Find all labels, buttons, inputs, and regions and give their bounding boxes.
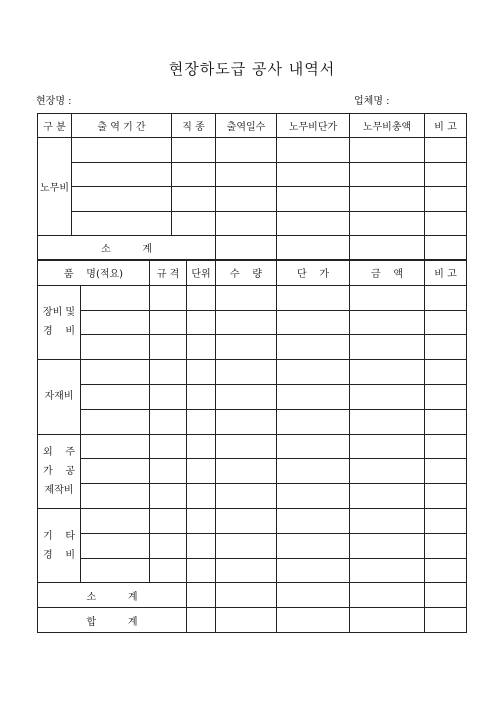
cost-group-label-line: 가 공 <box>42 465 76 477</box>
table-cell[interactable] <box>150 459 187 484</box>
table-cell[interactable] <box>350 533 425 558</box>
table-cell[interactable] <box>277 235 350 259</box>
table-cell[interactable] <box>350 583 425 608</box>
header-unit: 단위 <box>187 261 216 286</box>
table-cell[interactable] <box>425 360 467 385</box>
table-cell[interactable] <box>216 310 277 335</box>
table-cell[interactable] <box>150 508 187 533</box>
table-cell[interactable] <box>277 138 350 162</box>
table-cell[interactable] <box>277 409 350 434</box>
cost-group-label-line: 경 비 <box>42 549 76 561</box>
table-cell[interactable] <box>216 608 277 633</box>
table-cell[interactable] <box>277 434 350 459</box>
cost-group-label-line: 자재비 <box>44 391 74 403</box>
table-cell[interactable] <box>172 211 216 235</box>
table-cell[interactable] <box>350 360 425 385</box>
table-cell[interactable] <box>350 162 425 186</box>
table-cell[interactable] <box>150 285 187 310</box>
table-cell[interactable] <box>81 310 150 335</box>
table-cell[interactable] <box>150 409 187 434</box>
labor-header-row <box>38 114 467 138</box>
table-row <box>38 335 467 360</box>
table-cell[interactable] <box>277 459 350 484</box>
table-cell[interactable] <box>216 138 277 162</box>
table-cell[interactable] <box>277 335 350 360</box>
table-cell[interactable] <box>277 310 350 335</box>
cost-group-label-line: 경 비 <box>42 326 76 338</box>
table-cell[interactable] <box>425 608 467 633</box>
header-remarks: 비 고 <box>425 114 467 138</box>
table-cell[interactable] <box>187 508 216 533</box>
table-cell[interactable] <box>81 484 150 509</box>
labor-group-label: 노무비 <box>38 138 72 236</box>
document-title: 현장하도급 공사 내역서 <box>168 60 336 78</box>
table-cell[interactable] <box>277 608 350 633</box>
table-cell[interactable] <box>277 484 350 509</box>
table-cell[interactable] <box>172 138 216 162</box>
table-cell[interactable] <box>350 459 425 484</box>
table-cell[interactable] <box>81 360 150 385</box>
table-cell[interactable] <box>277 583 350 608</box>
table-cell[interactable] <box>216 162 277 186</box>
table-cell[interactable] <box>81 285 150 310</box>
cost-group-label <box>38 360 81 434</box>
table-cell[interactable] <box>425 335 467 360</box>
table-cell[interactable] <box>425 533 467 558</box>
table-cell[interactable] <box>425 459 467 484</box>
table-cell[interactable] <box>350 384 425 409</box>
table-cell[interactable] <box>216 459 277 484</box>
table-cell[interactable] <box>187 459 216 484</box>
table-cell[interactable] <box>72 162 172 186</box>
header-unit-price: 단 가 <box>277 261 350 286</box>
table-cell[interactable] <box>72 187 172 211</box>
table-cell[interactable] <box>425 484 467 509</box>
table-cell[interactable] <box>216 484 277 509</box>
table-row <box>38 558 467 583</box>
table-cell[interactable] <box>425 285 467 310</box>
header-item-name: 품 명(적요) <box>38 261 150 286</box>
table-cell[interactable] <box>350 558 425 583</box>
table-cell[interactable] <box>350 608 425 633</box>
table-row <box>38 162 467 186</box>
table-cell[interactable] <box>425 138 467 162</box>
cost-group-label <box>38 285 81 359</box>
table-cell[interactable] <box>350 409 425 434</box>
table-cell[interactable] <box>350 484 425 509</box>
table-cell[interactable] <box>81 533 150 558</box>
table-cell[interactable] <box>81 409 150 434</box>
table-cell[interactable] <box>187 484 216 509</box>
table-cell[interactable] <box>425 310 467 335</box>
table-cell[interactable] <box>150 335 187 360</box>
table-cell[interactable] <box>216 384 277 409</box>
table-row <box>38 409 467 434</box>
table-cell[interactable] <box>350 434 425 459</box>
table-cell[interactable] <box>277 211 350 235</box>
table-cell[interactable] <box>425 211 467 235</box>
cost-group-label-line: 기 타 <box>42 530 76 542</box>
table-cell[interactable] <box>425 434 467 459</box>
table-cell[interactable] <box>216 533 277 558</box>
table-cell[interactable] <box>425 409 467 434</box>
table-cell[interactable] <box>72 138 172 162</box>
table-cell[interactable] <box>150 558 187 583</box>
table-row <box>38 533 467 558</box>
table-cell[interactable] <box>277 558 350 583</box>
table-row <box>38 484 467 509</box>
table-cell[interactable] <box>150 360 187 385</box>
table-cell[interactable] <box>81 434 150 459</box>
table-row <box>38 138 467 162</box>
item-cost-table <box>37 260 467 633</box>
table-cell[interactable] <box>81 459 150 484</box>
table-cell[interactable] <box>216 187 277 211</box>
table-cell[interactable] <box>150 384 187 409</box>
labor-cost-table <box>37 113 467 260</box>
site-name-label: 현장명 : <box>36 96 72 107</box>
company-name-label: 업체명 : <box>354 96 390 107</box>
header-remarks: 비 고 <box>425 261 467 286</box>
table-cell[interactable] <box>187 434 216 459</box>
cost-group-label-line: 제작비 <box>44 484 74 496</box>
table-cell[interactable] <box>187 558 216 583</box>
header-job-type: 직 종 <box>172 114 216 138</box>
cost-group-label-line: 장비 및 <box>42 307 76 319</box>
header-spec: 규 격 <box>150 261 187 286</box>
table-cell[interactable] <box>277 533 350 558</box>
header-category: 구 분 <box>38 114 72 138</box>
table-cell[interactable] <box>187 409 216 434</box>
table-cell[interactable] <box>150 310 187 335</box>
table-cell[interactable] <box>425 583 467 608</box>
table-cell[interactable] <box>187 360 216 385</box>
table-cell[interactable] <box>216 211 277 235</box>
table-cell[interactable] <box>216 583 277 608</box>
table-cell[interactable] <box>277 384 350 409</box>
cost-subtotal-row <box>38 583 467 608</box>
cost-group-label <box>38 508 81 582</box>
table-row <box>38 310 467 335</box>
table-cell[interactable] <box>425 508 467 533</box>
table-cell[interactable] <box>81 558 150 583</box>
header-amount: 금 액 <box>350 261 425 286</box>
table-cell[interactable] <box>277 187 350 211</box>
table-cell[interactable] <box>216 409 277 434</box>
table-cell[interactable] <box>172 162 216 186</box>
table-row <box>38 434 467 459</box>
table-cell[interactable] <box>277 508 350 533</box>
table-row <box>38 285 467 310</box>
cost-total-row <box>38 608 467 633</box>
header-labor-total: 노무비총액 <box>350 114 425 138</box>
table-cell[interactable] <box>216 558 277 583</box>
header-work-days: 출역일수 <box>216 114 277 138</box>
table-cell[interactable] <box>216 235 277 259</box>
table-cell[interactable] <box>277 162 350 186</box>
table-cell[interactable] <box>187 285 216 310</box>
labor-subtotal-label: 소 계 <box>38 235 216 259</box>
table-cell[interactable] <box>72 211 172 235</box>
table-cell[interactable] <box>187 533 216 558</box>
table-cell[interactable] <box>187 608 216 633</box>
table-cell[interactable] <box>150 484 187 509</box>
cost-total-label: 합 계 <box>38 608 187 633</box>
table-cell[interactable] <box>350 138 425 162</box>
table-cell[interactable] <box>277 360 350 385</box>
table-cell[interactable] <box>187 335 216 360</box>
table-cell[interactable] <box>350 310 425 335</box>
table-cell[interactable] <box>425 162 467 186</box>
table-cell[interactable] <box>187 583 216 608</box>
table-row <box>38 384 467 409</box>
table-cell[interactable] <box>81 508 150 533</box>
table-cell[interactable] <box>350 335 425 360</box>
table-row <box>38 187 467 211</box>
table-cell[interactable] <box>425 558 467 583</box>
table-cell[interactable] <box>172 187 216 211</box>
table-cell[interactable] <box>350 508 425 533</box>
table-cell[interactable] <box>216 335 277 360</box>
table-cell[interactable] <box>350 187 425 211</box>
table-row <box>38 459 467 484</box>
labor-subtotal-row <box>38 235 467 259</box>
table-row <box>38 360 467 385</box>
table-cell[interactable] <box>350 235 425 259</box>
header-labor-unit-price: 노무비단가 <box>277 114 350 138</box>
table-cell[interactable] <box>187 384 216 409</box>
table-cell[interactable] <box>216 360 277 385</box>
table-row <box>38 508 467 533</box>
header-quantity: 수 량 <box>216 261 277 286</box>
table-cell[interactable] <box>187 310 216 335</box>
table-cell[interactable] <box>81 384 150 409</box>
table-cell[interactable] <box>350 285 425 310</box>
cost-group-label <box>38 434 81 508</box>
cost-group-label-line: 외 주 <box>42 446 76 458</box>
table-cell[interactable] <box>425 235 467 259</box>
table-cell[interactable] <box>216 434 277 459</box>
table-cell[interactable] <box>216 285 277 310</box>
cost-header-row <box>38 261 467 286</box>
table-cell[interactable] <box>425 384 467 409</box>
table-row <box>38 211 467 235</box>
cost-subtotal-label: 소 계 <box>38 583 187 608</box>
table-cell[interactable] <box>81 335 150 360</box>
table-cell[interactable] <box>425 187 467 211</box>
table-cell[interactable] <box>277 285 350 310</box>
table-cell[interactable] <box>150 533 187 558</box>
table-cell[interactable] <box>350 211 425 235</box>
table-cell[interactable] <box>216 508 277 533</box>
header-work-period: 출 역 기 간 <box>72 114 172 138</box>
table-cell[interactable] <box>150 434 187 459</box>
